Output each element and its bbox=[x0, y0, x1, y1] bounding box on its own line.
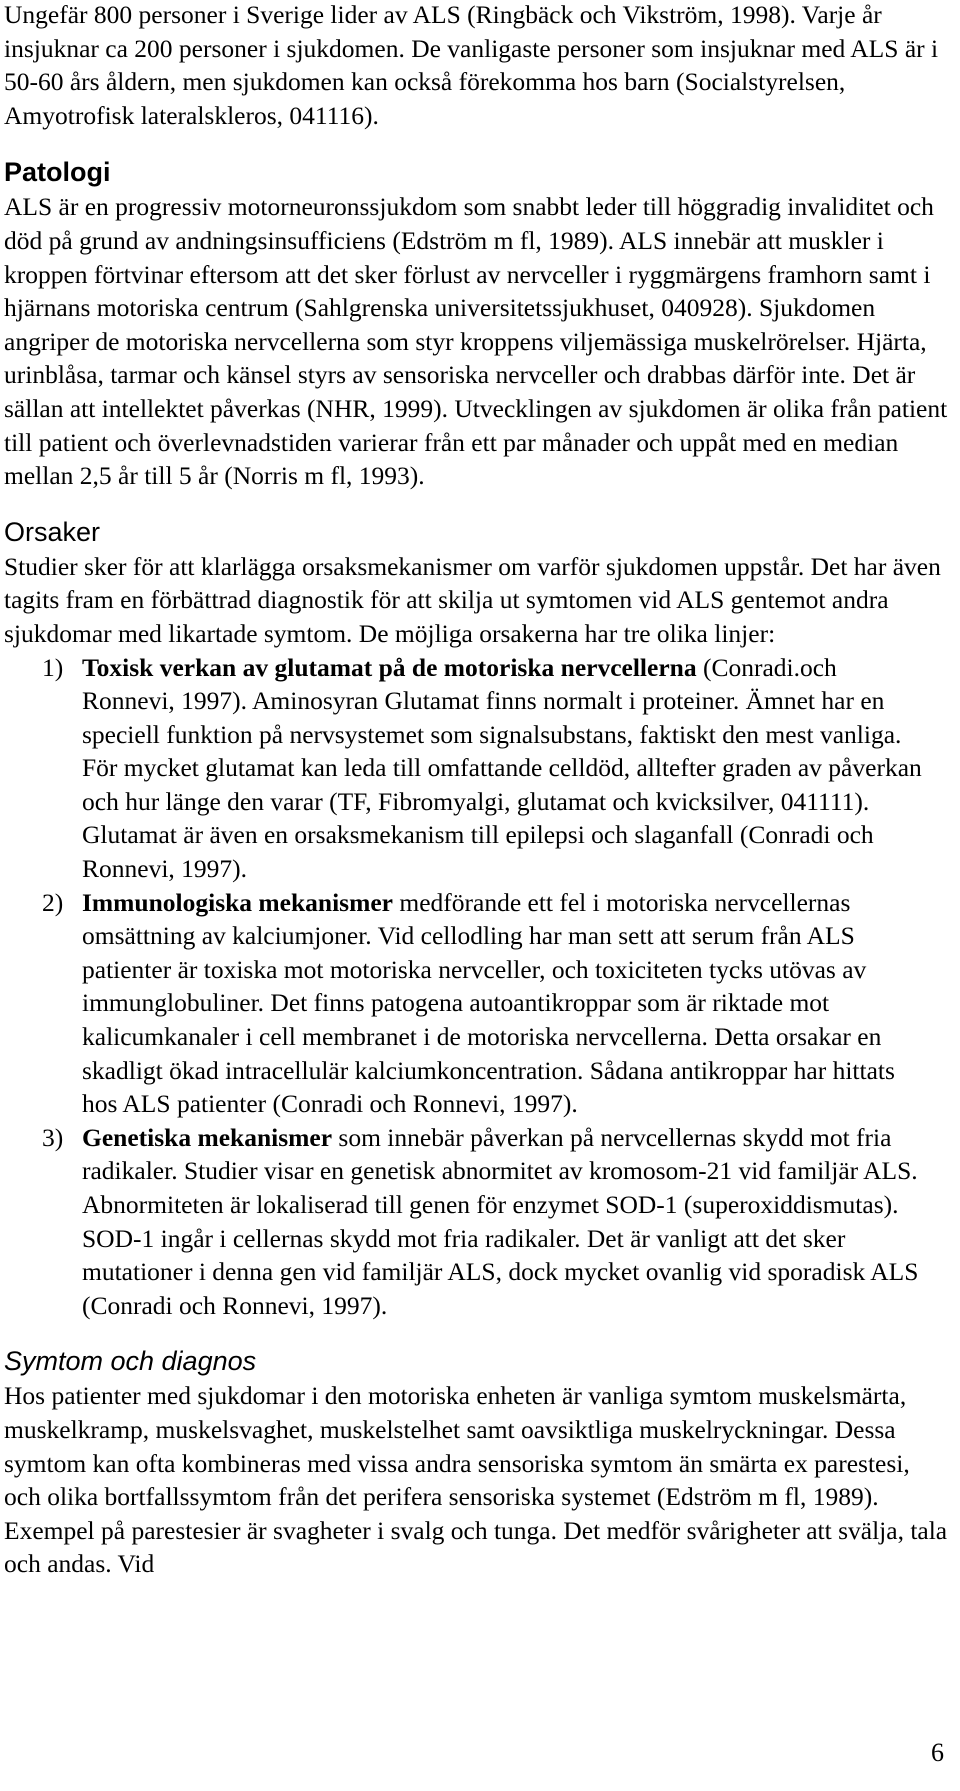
list-item bbox=[4, 886, 952, 1121]
patologi-paragraph: ALS är en progressiv motorneuronssjukdom som snabbt leder till höggradig invaliditet och död på grund av andningsinsufficiens (Edström m fl, 1989). ALS innebär att muskler i kroppen förtvinar eftersom att det sker förlust av nervceller i ryggmärgens framhorn samt i hjärnans motoriska centrum (Sahlgrenska universitetssjukhuset, 040928). Sjukdomen angriper de motoriska nervcellerna som styr kroppens viljemässiga muskelrörelser. Hjärta, urinblåsa, tarmar och känsel styrs av sensoriska nervceller och drabbas därför inte. Det är sällan att intellektet påverkas (NHR, 1999). Utvecklingen av sjukdomen är olika från patient till patient och överlevnadstiden varierar från ett par månader och uppåt med en median mellan 2,5 år till 5 år (Norris m fl, 1993). bbox=[4, 192, 948, 491]
intro-paragraph: Ungefär 800 personer i Sverige lider av ALS (Ringbäck och Vikström, 1998). Varje år insjuknar ca 200 personer i sjukdomen. De vanligaste personer som insjuknar med ALS är i 50-60 års åldern, men sjukdomen kan också förekomma hos barn (Socialstyrelsen, Amyotrofisk lateralskleros, 041116). bbox=[4, 0, 939, 130]
list-item-text: som innebär påverkan på nervcellernas skydd mot fria radikaler. Studier visar en genetisk abnormitet av kromosom-21 vid familjär ALS. Abnormiteten är lokaliserad till genen för enzymet SOD-1 (superoxiddismutas). SOD-1 ingår i cellernas skydd mot fria radikaler. Det är vanligt att det sker mutationer i denna gen vid familjär ALS, dock mycket ovanlig vid sporadisk ALS (Conradi och Ronnevi, 1997). bbox=[82, 1122, 919, 1320]
heading-patologi: Patologi bbox=[4, 157, 111, 188]
causes-list bbox=[4, 651, 952, 1323]
list-item-number: 3) bbox=[42, 1122, 64, 1152]
heading-symtom-och-diagnos: Symtom och diagnos bbox=[4, 1346, 257, 1377]
list-item-body bbox=[82, 886, 952, 1121]
list-item bbox=[4, 651, 952, 886]
document-page bbox=[4, 0, 952, 1581]
symtom-paragraph: Hos patienter med sjukdomar i den motoriska enheten är vanliga symtom muskelsmärta, muskelkramp, muskelsvaghet, muskelstelhet samt oavsiktliga muskelryckningar. Dessa symtom kan ofta kombineras med vissa andra sensoriska symtom än smärta ex parestesi, och olika bortfallssymtom från det perifera sensoriska systemet (Edström m fl, 1989). Exempel på parestesier är svagheter i svalg och tunga. Det medför svårigheter att svälja, tala och andas. Vid bbox=[4, 1381, 948, 1579]
list-item bbox=[4, 1121, 952, 1323]
list-item-number: 2) bbox=[42, 887, 64, 917]
orsaker-paragraph: Studier sker för att klarlägga orsaksmekanismer om varför sjukdomen uppstår. Det har även tagits fram en förbättrad diagnostik för att skilja ut symtomen vid ALS gentemot andra sjukdomar med likartade symtom. De möjliga orsakerna har tre olika linjer: bbox=[4, 551, 941, 648]
page-number: 6 bbox=[931, 1738, 944, 1767]
heading-orsaker: Orsaker bbox=[4, 516, 101, 547]
list-item-title: Toxisk verkan av glutamat på de motoriska nervcellerna bbox=[82, 652, 697, 682]
list-item-text: (Conradi.och Ronnevi, 1997). Aminosyran Glutamat finns normalt i proteiner. Ämnet har en speciell funktion på nervsystemet som signalsubstans, faktiskt den mest vanliga. För mycket glutamat kan leda till omfattande celldöd, alltefter graden av påverkan och hur länge den varar (TF, Fibromyalgi, glutamat och kvicksilver, 041111). Glutamat är även en orsaksmekanism till epilepsi och slaganfall (Conradi och Ronnevi, 1997). bbox=[82, 652, 922, 884]
list-item-body bbox=[82, 651, 952, 886]
list-item-title: Genetiska mekanismer bbox=[82, 1122, 333, 1152]
list-item-body bbox=[82, 1121, 952, 1323]
list-item-number: 1) bbox=[42, 652, 64, 682]
list-item-title: Immunologiska mekanismer bbox=[82, 887, 393, 917]
list-item-text: medförande ett fel i motoriska nervcellernas omsättning av kalciumjoner. Vid cellodling har man sett att serum från ALS patienter är toxiska mot motoriska nervceller, och toxiciteten tycks utövas av immunglobuliner. Det finns patogena autoantikroppar som är riktade mot kalicumkanaler i cell membranet i de motoriska nervcellerna. Detta orsakar en skadligt ökad intracellulär kalciumkoncentration. Sådana antikroppar har hittats hos ALS patienter (Conradi och Ronnevi, 1997). bbox=[82, 887, 895, 1119]
